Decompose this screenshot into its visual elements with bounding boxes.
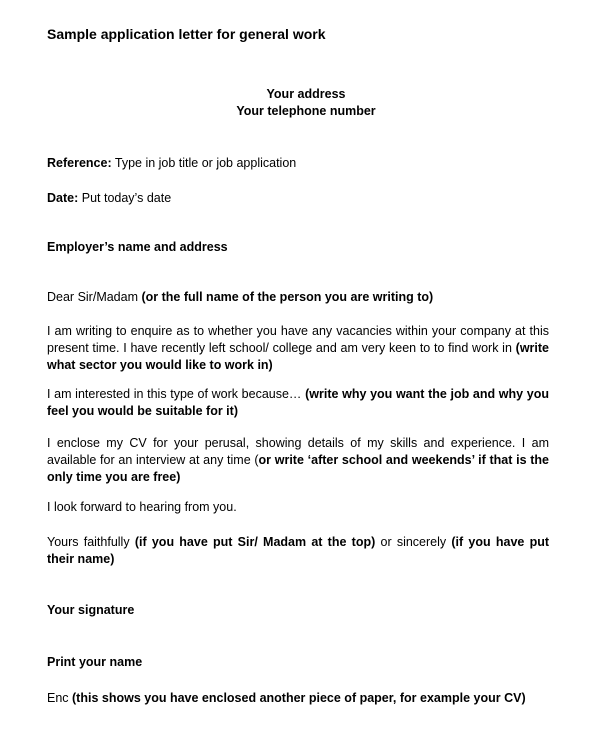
closing-text-2: or sincerely — [375, 535, 452, 549]
document-title: Sample application letter for general work — [47, 26, 326, 42]
enc-note: (this shows you have enclosed another piece of paper, for example your CV) — [72, 691, 526, 705]
signature-label: Your signature — [47, 603, 135, 617]
closing-paragraph — [47, 534, 549, 568]
enc-line — [47, 690, 526, 706]
paragraph-3-text: I enclose my CV for your perusal, showing details of my skills and experience. I am available for an interview at any time ( — [47, 436, 549, 467]
enc-text: Enc — [47, 691, 73, 705]
employer-line — [47, 239, 228, 255]
print-name-label: Print your name — [47, 655, 143, 669]
employer-label: Employer’s name and address — [47, 240, 228, 254]
paragraph-2-note: (write why you want the job and why you feel you would be suitable for it) — [47, 387, 549, 418]
date-label: Date: — [47, 191, 79, 205]
salutation-text: Dear Sir/Madam — [47, 290, 142, 304]
closing-note-2: (if you have put their name) — [47, 535, 550, 566]
paragraph-3 — [47, 435, 549, 486]
paragraph-2 — [47, 386, 549, 420]
paragraph-1 — [47, 323, 549, 374]
paragraph-2-text: I am interested in this type of work because… — [47, 387, 306, 401]
date-line — [47, 190, 171, 206]
print-name-line — [47, 654, 142, 670]
signature-line — [47, 602, 134, 618]
paragraph-1-text: I am writing to enquire as to whether you have any vacancies within your company at this present time. I have recently left school/ college and am very keen to to find work in — [47, 324, 549, 355]
reference-line — [47, 155, 296, 171]
reference-value: Type in job title or job application — [111, 156, 297, 170]
date-value: Put today’s date — [78, 191, 172, 205]
closing-note-1: (if you have put Sir/ Madam at the top) — [134, 535, 376, 549]
closing-text-1: Yours faithfully — [47, 535, 135, 549]
salutation-line — [47, 289, 433, 305]
salutation-note: (or the full name of the person you are writing to) — [141, 290, 434, 304]
your-address: Your address — [266, 87, 346, 101]
paragraph-1-note: (write what sector you would like to work in) — [47, 341, 549, 372]
paragraph-3-note: or write ‘after school and weekends’ if that is the only time you are free) — [47, 453, 549, 484]
reference-label: Reference: — [47, 156, 112, 170]
your-telephone: Your telephone number — [236, 104, 376, 118]
paragraph-4: I look forward to hearing from you. — [47, 500, 237, 514]
